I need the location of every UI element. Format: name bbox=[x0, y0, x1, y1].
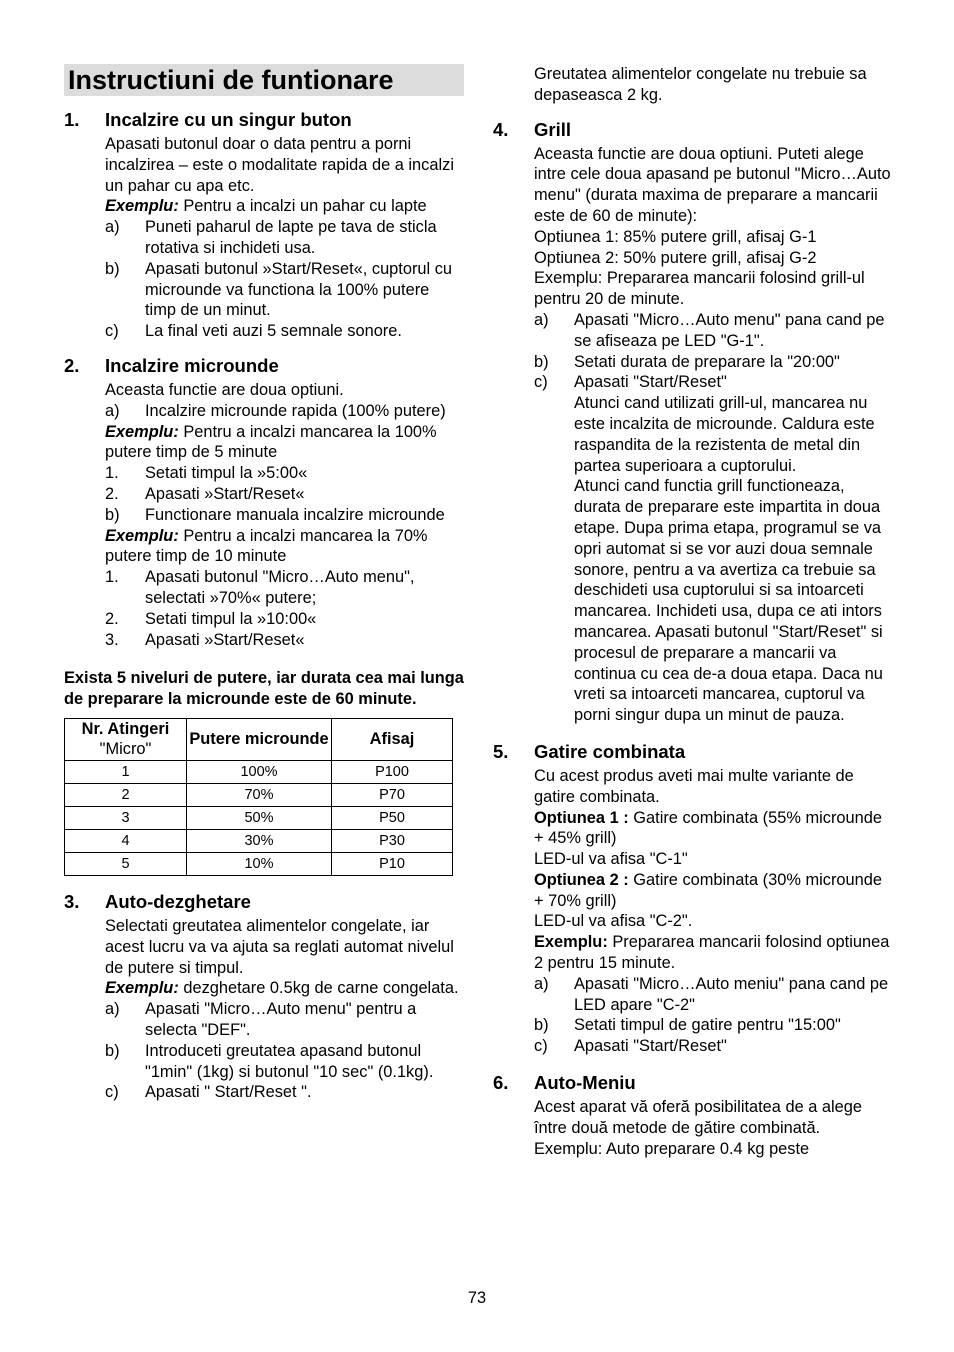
column-header-power: Putere microunde bbox=[187, 718, 332, 760]
list-marker: a) bbox=[105, 218, 120, 237]
section-1-body bbox=[64, 134, 464, 342]
example-label: Exemplu: bbox=[534, 933, 608, 952]
list-text: La final veti auzi 5 semnale sonore. bbox=[145, 322, 402, 341]
example-line bbox=[105, 978, 464, 999]
page-title: Instructiuni de funtionare bbox=[64, 64, 464, 96]
list-item bbox=[105, 259, 464, 321]
touches-cell: 1 bbox=[65, 760, 187, 783]
list-text: Setati timpul la »5:00« bbox=[145, 464, 308, 483]
power-table-body bbox=[65, 760, 453, 875]
paragraph: LED-ul va afisa "C-2". bbox=[534, 912, 693, 931]
list-item bbox=[105, 1041, 464, 1083]
paragraph: Selectati greutatea alimentelor congelate, iar acest lucru va va ajuta sa reglati automat nivelul de putere si timpul. bbox=[105, 916, 454, 977]
list-text: Apasati »Start/Reset« bbox=[145, 484, 305, 503]
list-marker: b) bbox=[105, 259, 120, 278]
section-number: 4. bbox=[493, 118, 509, 140]
example-label: Exemplu: bbox=[105, 526, 179, 545]
section-number: 2. bbox=[64, 354, 80, 376]
option-label: Optiunea 2 : bbox=[534, 870, 629, 889]
section-6-heading bbox=[493, 1071, 893, 1095]
display-cell: P30 bbox=[332, 829, 453, 852]
table-row bbox=[65, 760, 453, 783]
list-item bbox=[105, 217, 464, 259]
paragraph: Apasati butonul doar o data pentru a porni incalzirea – este o modalitate rapida de a incalzi un pahar cu apa etc. bbox=[105, 135, 454, 195]
list-marker: c) bbox=[105, 1083, 119, 1102]
paragraph: Acest aparat vă oferă posibilitatea de a alege între două metode de gătire combinată. bbox=[534, 1098, 863, 1137]
section-title: Gatire combinata bbox=[534, 740, 686, 762]
list-item bbox=[534, 1015, 893, 1036]
example-label: Exemplu: bbox=[105, 422, 179, 441]
example-label: Exemplu: bbox=[105, 979, 179, 998]
section-3-body bbox=[64, 916, 464, 1103]
example-text: Pentru a incalzi mancarea la 70% putere timp de 10 minute bbox=[105, 526, 428, 566]
list-text: Functionare manuala incalzire microunde bbox=[145, 505, 445, 524]
touches-cell: 3 bbox=[65, 806, 187, 829]
section-number: 6. bbox=[493, 1072, 509, 1094]
list-marker: a) bbox=[534, 974, 549, 993]
list-item bbox=[105, 463, 464, 484]
section-2-heading bbox=[64, 354, 464, 378]
page-number: 73 bbox=[467, 1289, 487, 1307]
list-text-line: Atunci cand utilizati grill-ul, mancarea nu este incalzita de microunde. Caldura este raspandita de la rezistenta de metal din partea superioara a cuptorului. bbox=[574, 394, 875, 475]
section-5-body bbox=[493, 766, 893, 1057]
section-1-heading bbox=[64, 108, 464, 132]
section-3-heading bbox=[64, 890, 464, 914]
list-marker: 1. bbox=[105, 464, 119, 483]
table-row bbox=[65, 783, 453, 806]
list-item bbox=[105, 609, 464, 630]
section-6-body bbox=[493, 1097, 893, 1159]
section-number: 1. bbox=[64, 109, 80, 130]
paragraph: Greutatea alimentelor congelate nu trebuie sa depaseasca 2 kg. bbox=[534, 65, 867, 104]
section-title: Incalzire cu un singur buton bbox=[105, 109, 352, 130]
paragraph: Optiunea 1: 85% putere grill, afisaj G-1 bbox=[534, 227, 817, 246]
list-text bbox=[574, 372, 893, 726]
power-cell: 70% bbox=[187, 783, 332, 806]
section-3-continuation bbox=[493, 64, 893, 106]
section-5-heading bbox=[493, 740, 893, 764]
paragraph: Aceasta functie are doua optiuni. Puteti alege intre cele doua apasand pe butonul "Micro…Auto menu" (durata maxima de preparare a mancarii este de 60 de minute): bbox=[534, 144, 891, 225]
list-text: Setati durata de preparare la "20:00" bbox=[574, 352, 840, 371]
list-text-line: Atunci cand functia grill functioneaza, durata de preparare este impartita in doua etape. Dupa prima etapa, programul se va opri automat si se vor auzi doua semnale sonore, pentru a va avertiza ca trebuie sa deschideti usa cuptorului si sa intoarceti mancarea. Inchideti usa, dupa ce ati intors mancarea. Apasati butonul "Start/Reset" si procesul de preparare a mancarii va continua cu cea de-a doua etapa. Daca nu vreti sa intoarceti mancarea, cuptorul va porni singur dupa un minut de pauza. bbox=[574, 477, 883, 725]
list-marker: 2. bbox=[105, 484, 119, 503]
list-marker: a) bbox=[105, 1000, 120, 1019]
list-marker: b) bbox=[105, 1041, 120, 1060]
section-title: Auto-dezghetare bbox=[105, 890, 251, 912]
display-cell: P70 bbox=[332, 783, 453, 806]
list-marker: c) bbox=[105, 322, 119, 341]
section-4-heading bbox=[493, 118, 893, 142]
section-number: 3. bbox=[64, 890, 80, 912]
paragraph: Exemplu: Auto preparare 0.4 kg peste bbox=[534, 1139, 810, 1158]
list-item bbox=[105, 1082, 464, 1103]
list-text: Apasati "Micro…Auto meniu" pana cand pe LED apare "C-2" bbox=[574, 974, 889, 1014]
power-cell: 50% bbox=[187, 806, 332, 829]
table-row bbox=[65, 829, 453, 852]
power-cell: 100% bbox=[187, 760, 332, 783]
list-item bbox=[105, 630, 464, 651]
paragraph: Cu acest produs aveti mai multe variante de gatire combinata. bbox=[534, 766, 854, 806]
list-marker: c) bbox=[534, 373, 548, 392]
power-levels-note: Exista 5 niveluri de putere, iar durata cea mai lunga de preparare la microunde este de 60 minute. bbox=[64, 669, 464, 709]
section-2-body bbox=[64, 380, 464, 650]
list-item bbox=[534, 974, 893, 1016]
section-number: 5. bbox=[493, 740, 509, 762]
list-item bbox=[105, 505, 464, 526]
list-item bbox=[105, 401, 464, 422]
list-text: Apasati butonul »Start/Reset«, cuptorul cu microunde va functiona la 100% putere timp de un minut. bbox=[145, 259, 453, 320]
example-line bbox=[105, 422, 464, 464]
left-column bbox=[64, 64, 464, 1103]
column-header-touches bbox=[65, 718, 187, 760]
option-line bbox=[534, 870, 893, 912]
list-text: Apasati "Micro…Auto menu" pentru a selecta "DEF". bbox=[145, 1000, 417, 1039]
header-text: Nr. Atingeri bbox=[81, 719, 170, 738]
touches-cell: 2 bbox=[65, 783, 187, 806]
display-cell: P50 bbox=[332, 806, 453, 829]
list-marker: 1. bbox=[105, 568, 119, 587]
option-line bbox=[534, 808, 893, 850]
section-4-body bbox=[493, 144, 893, 726]
list-marker: b) bbox=[534, 352, 549, 371]
list-marker: 3. bbox=[105, 630, 119, 649]
list-text: Introduceti greutatea apasand butonul "1min" (1kg) si butonul "10 sec" (0.1kg). bbox=[145, 1041, 434, 1081]
paragraph: Exemplu: Prepararea mancarii folosind grill-ul pentru 20 de minute. bbox=[534, 269, 865, 309]
example-text: Prepararea mancarii folosind optiunea 2 pentru 15 minute. bbox=[534, 933, 890, 973]
list-item bbox=[105, 321, 464, 342]
table-row bbox=[65, 806, 453, 829]
list-marker: b) bbox=[105, 505, 120, 524]
list-item bbox=[105, 999, 464, 1041]
example-text: dezghetare 0.5kg de carne congelata. bbox=[178, 979, 459, 998]
table-row bbox=[65, 852, 453, 875]
paragraph: Aceasta functie are doua optiuni. bbox=[105, 380, 344, 399]
list-item bbox=[534, 352, 893, 373]
list-marker: a) bbox=[105, 401, 120, 420]
list-text-line: Apasati "Start/Reset" bbox=[574, 373, 727, 392]
option-text: Gatire combinata (30% microunde + 70% grill) bbox=[534, 870, 882, 910]
list-text: Setati timpul la »10:00« bbox=[145, 609, 317, 628]
paragraph: Optiunea 2: 50% putere grill, afisaj G-2 bbox=[534, 248, 817, 267]
section-title: Auto-Meniu bbox=[534, 1072, 636, 1094]
display-cell: P10 bbox=[332, 852, 453, 875]
display-cell: P100 bbox=[332, 760, 453, 783]
list-marker: a) bbox=[534, 310, 549, 329]
list-item bbox=[105, 484, 464, 505]
list-text: Apasati " Start/Reset ". bbox=[145, 1083, 312, 1102]
example-line bbox=[534, 932, 893, 974]
power-cell: 10% bbox=[187, 852, 332, 875]
power-table bbox=[64, 718, 453, 876]
list-text: Apasati "Start/Reset" bbox=[574, 1037, 727, 1056]
table-header-row bbox=[65, 718, 453, 760]
option-text: Gatire combinata (55% microunde + 45% grill) bbox=[534, 808, 882, 848]
section-title: Incalzire microunde bbox=[105, 354, 279, 376]
list-text: Apasati butonul "Micro…Auto menu", selectati »70%« putere; bbox=[145, 568, 415, 607]
touches-cell: 4 bbox=[65, 829, 187, 852]
power-cell: 30% bbox=[187, 829, 332, 852]
right-column bbox=[493, 64, 893, 1159]
option-label: Optiunea 1 : bbox=[534, 808, 629, 827]
list-item bbox=[534, 372, 893, 726]
list-text: Apasati "Micro…Auto menu" pana cand pe se afiseaza pe LED "G-1". bbox=[574, 310, 885, 350]
list-marker: 2. bbox=[105, 609, 119, 628]
list-text: Incalzire microunde rapida (100% putere) bbox=[145, 401, 446, 420]
example-line bbox=[105, 526, 464, 568]
example-text: Pentru a incalzi mancarea la 100% putere timp de 5 minute bbox=[105, 422, 437, 462]
paragraph: LED-ul va afisa "C-1" bbox=[534, 850, 688, 869]
list-text: Apasati »Start/Reset« bbox=[145, 630, 305, 649]
list-text: Puneti paharul de lapte pe tava de sticla rotativa si inchideti usa. bbox=[145, 218, 437, 257]
section-title: Grill bbox=[534, 118, 572, 140]
example-text: Pentru a incalzi un pahar cu lapte bbox=[178, 197, 427, 216]
list-item bbox=[534, 1036, 893, 1057]
list-marker: c) bbox=[534, 1037, 548, 1056]
list-marker: b) bbox=[534, 1016, 549, 1035]
example-line bbox=[105, 196, 464, 217]
touches-cell: 5 bbox=[65, 852, 187, 875]
header-subtext: "Micro" bbox=[99, 740, 152, 759]
example-label: Exemplu: bbox=[105, 197, 179, 216]
list-item bbox=[105, 567, 464, 609]
column-header-display: Afisaj bbox=[332, 718, 453, 760]
list-text: Setati timpul de gatire pentru "15:00" bbox=[574, 1016, 841, 1035]
list-item bbox=[534, 310, 893, 352]
